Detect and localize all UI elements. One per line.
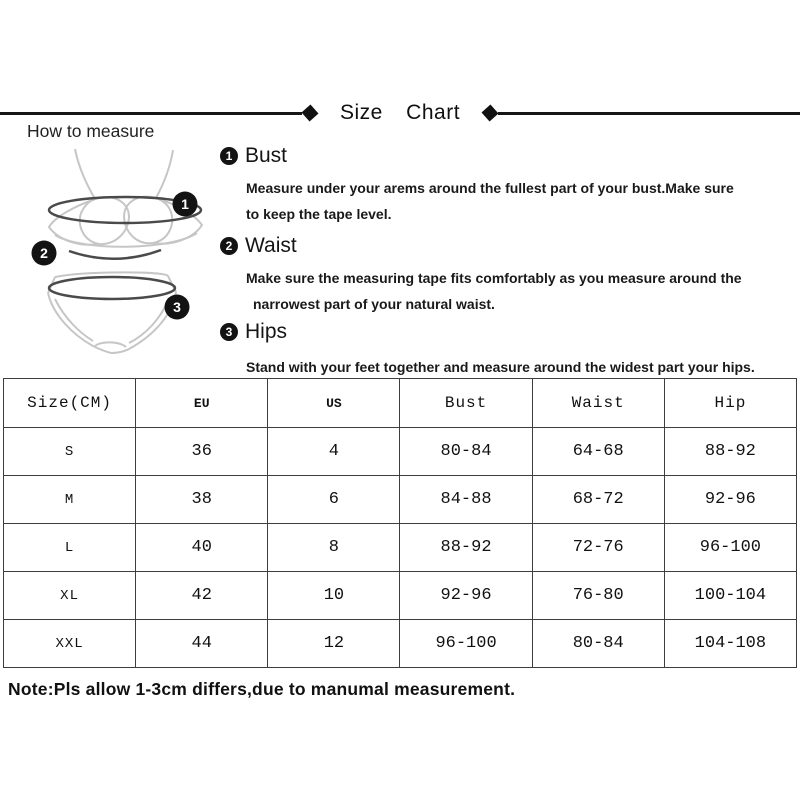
value-cell: 12 — [268, 620, 400, 668]
column-header: Size(CM) — [4, 379, 136, 428]
figure-badge-3 — [165, 295, 190, 320]
value-cell: 80-84 — [400, 428, 532, 476]
waist-measure-line — [69, 250, 161, 259]
svg-text:1: 1 — [181, 196, 189, 212]
step-2-badge: 2 — [220, 237, 238, 255]
value-cell: 36 — [136, 428, 268, 476]
table-row — [4, 572, 797, 620]
instruction-line: narrowest part of your natural waist. — [253, 296, 495, 312]
value-cell: 104-108 — [664, 620, 796, 668]
figure-badge-2 — [32, 241, 57, 266]
step-1-badge: 1 — [220, 147, 238, 165]
table-row — [4, 620, 797, 668]
figure-badge-1 — [173, 192, 198, 217]
column-header: Hip — [664, 379, 796, 428]
value-cell: 100-104 — [664, 572, 796, 620]
value-cell: 96-100 — [664, 524, 796, 572]
value-cell: 64-68 — [532, 428, 664, 476]
value-cell: 84-88 — [400, 476, 532, 524]
column-header: Bust — [400, 379, 532, 428]
diamond-icon-right — [482, 105, 499, 122]
instruction-waist — [220, 232, 742, 317]
instruction-hips-heading — [220, 318, 755, 346]
bra-underband — [55, 233, 197, 247]
size-cell: XXL — [4, 620, 136, 668]
page-title: Size Chart — [339, 101, 461, 124]
value-cell: 40 — [136, 524, 268, 572]
bikini-measurement-illustration — [25, 147, 225, 362]
value-cell: 42 — [136, 572, 268, 620]
table-header-row — [4, 379, 797, 428]
instruction-line: Stand with your feet together and measure around the widest part your hips. — [246, 359, 755, 375]
diamond-icon-left — [302, 105, 319, 122]
value-cell: 96-100 — [400, 620, 532, 668]
value-cell: 72-76 — [532, 524, 664, 572]
bikini-strap-left — [75, 149, 95, 199]
table-row — [4, 476, 797, 524]
hip-measure-line — [49, 277, 175, 299]
instruction-bust-text — [246, 175, 734, 227]
instruction-bust-title: Bust — [245, 144, 288, 167]
value-cell: 8 — [268, 524, 400, 572]
how-to-measure-heading: How to measure — [27, 121, 155, 141]
instruction-waist-heading — [220, 232, 742, 260]
value-cell: 6 — [268, 476, 400, 524]
instruction-waist-title: Waist — [245, 234, 297, 257]
value-cell: 44 — [136, 620, 268, 668]
step-3-badge: 3 — [220, 323, 238, 341]
column-header: Waist — [532, 379, 664, 428]
svg-text:3: 3 — [173, 299, 181, 315]
size-cell: M — [4, 476, 136, 524]
value-cell: 92-96 — [400, 572, 532, 620]
instruction-line: Measure under your arems around the fullest part of your bust.Make sure — [246, 180, 734, 196]
instruction-hips-title: Hips — [245, 320, 288, 343]
table-row — [4, 428, 797, 476]
instruction-waist-text — [246, 265, 742, 317]
value-cell: 76-80 — [532, 572, 664, 620]
divider-line-right — [498, 112, 800, 115]
value-cell: 80-84 — [532, 620, 664, 668]
svg-text:2: 2 — [40, 245, 48, 261]
value-cell: 88-92 — [400, 524, 532, 572]
instruction-line: Make sure the measuring tape fits comfortably as you measure around the — [246, 270, 742, 286]
instruction-line: to keep the tape level. — [246, 206, 392, 222]
instruction-hips-text — [246, 354, 755, 380]
measurement-note: Note:Pls allow 1-3cm differs,due to manumal measurement. — [8, 679, 516, 699]
panty-gusset — [95, 342, 126, 347]
size-table — [3, 378, 797, 668]
divider-line-left — [0, 112, 302, 115]
value-cell: 92-96 — [664, 476, 796, 524]
bikini-strap-right — [156, 150, 173, 198]
column-header: US — [268, 379, 400, 428]
value-cell: 88-92 — [664, 428, 796, 476]
value-cell: 4 — [268, 428, 400, 476]
column-header: EU — [136, 379, 268, 428]
table-row — [4, 524, 797, 572]
instruction-hips — [220, 318, 755, 380]
size-cell: S — [4, 428, 136, 476]
value-cell: 38 — [136, 476, 268, 524]
instruction-bust — [220, 142, 734, 227]
instruction-bust-heading — [220, 142, 734, 170]
size-cell: XL — [4, 572, 136, 620]
value-cell: 68-72 — [532, 476, 664, 524]
size-cell: L — [4, 524, 136, 572]
value-cell: 10 — [268, 572, 400, 620]
